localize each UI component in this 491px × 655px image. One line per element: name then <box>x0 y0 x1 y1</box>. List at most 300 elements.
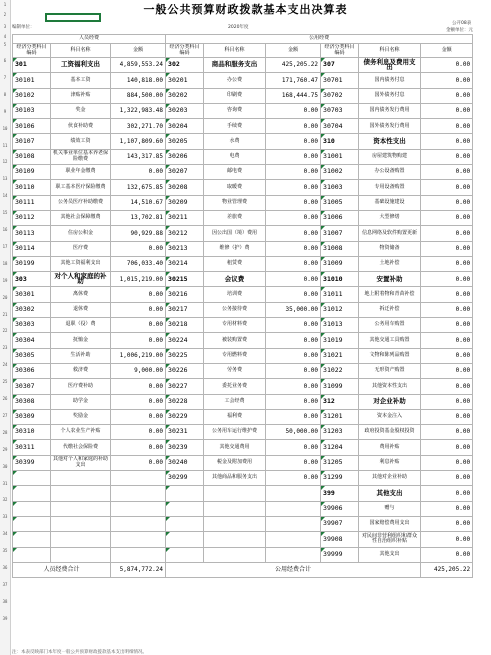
amount-cell[interactable]: 0.00 <box>421 532 473 547</box>
name-cell[interactable]: 被装购置费 <box>204 333 266 348</box>
amount-cell[interactable]: 0.00 <box>266 272 321 287</box>
code-cell[interactable] <box>166 501 204 516</box>
amount-cell[interactable]: 0.00 <box>421 379 473 394</box>
row-number[interactable]: 31 <box>2 480 8 486</box>
row-number[interactable]: 2 <box>3 12 7 17</box>
amount-cell[interactable]: 0.00 <box>111 409 166 424</box>
row-number[interactable]: 3 <box>3 24 7 29</box>
amount-cell[interactable]: 0.00 <box>111 379 166 394</box>
row-number[interactable]: 9 <box>3 108 7 114</box>
amount-cell[interactable]: 0.00 <box>421 73 473 88</box>
code-cell[interactable]: 30205 <box>166 134 204 149</box>
row-number[interactable]: 39 <box>2 615 8 621</box>
code-cell[interactable]: 31008 <box>321 241 359 256</box>
amount-cell[interactable]: 1,107,809.60 <box>111 134 166 149</box>
amount-cell[interactable] <box>111 471 166 486</box>
code-cell[interactable]: 30209 <box>166 195 204 210</box>
name-cell[interactable]: 物资储备 <box>359 241 421 256</box>
amount-cell[interactable]: 0.00 <box>111 333 166 348</box>
amount-cell[interactable]: 0.00 <box>111 394 166 409</box>
amount-cell[interactable]: 0.00 <box>421 302 473 317</box>
row-number[interactable]: 14 <box>2 193 8 199</box>
name-cell[interactable]: 国外债务付息 <box>359 88 421 103</box>
code-cell[interactable]: 30114 <box>13 241 51 256</box>
code-cell[interactable]: 30240 <box>166 455 204 470</box>
name-cell[interactable]: 奖金 <box>51 103 111 118</box>
name-cell[interactable]: 工资福利支出 <box>51 58 111 73</box>
code-cell[interactable]: 31201 <box>321 409 359 424</box>
code-cell[interactable]: 31022 <box>321 363 359 378</box>
code-cell[interactable]: 30203 <box>166 103 204 118</box>
row-number[interactable]: 13 <box>2 176 8 182</box>
code-cell[interactable] <box>13 471 51 486</box>
name-cell[interactable]: 福利费 <box>204 409 266 424</box>
name-cell[interactable]: 其他对企业补助 <box>359 471 421 486</box>
name-cell[interactable]: 大型修缮 <box>359 210 421 225</box>
name-cell[interactable]: 医疗费 <box>51 241 111 256</box>
code-cell[interactable]: 30211 <box>166 210 204 225</box>
code-cell[interactable]: 30103 <box>13 103 51 118</box>
amount-cell[interactable]: 0.00 <box>266 149 321 164</box>
row-number[interactable]: 33 <box>2 514 8 520</box>
name-cell[interactable]: 代缴社会保险费 <box>51 440 111 455</box>
amount-cell[interactable]: 0.00 <box>421 210 473 225</box>
name-cell[interactable] <box>51 486 111 501</box>
name-cell[interactable]: 其他支出 <box>359 486 421 501</box>
name-cell[interactable] <box>51 547 111 562</box>
code-cell[interactable]: 31003 <box>321 180 359 195</box>
name-cell[interactable] <box>51 516 111 531</box>
code-cell[interactable]: 30306 <box>13 363 51 378</box>
code-cell[interactable]: 30202 <box>166 88 204 103</box>
code-cell[interactable]: 307 <box>321 58 359 73</box>
code-cell[interactable]: 30701 <box>321 73 359 88</box>
amount-cell[interactable] <box>266 532 321 547</box>
code-cell[interactable]: 30215 <box>166 272 204 287</box>
code-cell[interactable]: 30308 <box>13 394 51 409</box>
row-number[interactable]: 19 <box>2 277 8 283</box>
amount-cell[interactable]: 0.00 <box>111 455 166 470</box>
amount-cell[interactable]: 0.00 <box>266 226 321 241</box>
amount-cell[interactable] <box>266 486 321 501</box>
name-cell[interactable]: 基本工资 <box>51 73 111 88</box>
name-cell[interactable]: 机关事业单位基本养老保险缴费 <box>51 149 111 164</box>
name-cell[interactable]: 电费 <box>204 149 266 164</box>
amount-cell[interactable]: 143,317.85 <box>111 149 166 164</box>
amount-cell[interactable]: 425,205.22 <box>266 58 321 73</box>
name-cell[interactable]: 物业管理费 <box>204 195 266 210</box>
amount-cell[interactable]: 0.00 <box>266 455 321 470</box>
row-number[interactable]: 26 <box>2 396 8 401</box>
amount-cell[interactable] <box>111 486 166 501</box>
name-cell[interactable]: 退职（役）费 <box>51 318 111 333</box>
amount-cell[interactable]: 168,444.75 <box>266 88 321 103</box>
name-cell[interactable]: 劳务费 <box>204 363 266 378</box>
name-cell[interactable]: 手续费 <box>204 119 266 134</box>
code-cell[interactable]: 31021 <box>321 348 359 363</box>
amount-cell[interactable] <box>111 516 166 531</box>
amount-cell[interactable]: 0.00 <box>421 348 473 363</box>
code-cell[interactable]: 30212 <box>166 226 204 241</box>
amount-cell[interactable]: 0.00 <box>421 501 473 516</box>
code-cell[interactable]: 31002 <box>321 165 359 180</box>
amount-cell[interactable]: 0.00 <box>421 455 473 470</box>
name-cell[interactable] <box>51 532 111 547</box>
row-number[interactable]: 11 <box>2 142 8 148</box>
name-cell[interactable]: 救济费 <box>51 363 111 378</box>
name-cell[interactable]: 咨询费 <box>204 103 266 118</box>
code-cell[interactable]: 30106 <box>13 119 51 134</box>
amount-cell[interactable]: 9,000.00 <box>111 363 166 378</box>
code-cell[interactable]: 30305 <box>13 348 51 363</box>
amount-cell[interactable]: 0.00 <box>266 440 321 455</box>
amount-cell[interactable]: 90,929.88 <box>111 226 166 241</box>
row-number[interactable]: 37 <box>2 581 8 587</box>
name-cell[interactable]: 税金及附加费用 <box>204 455 266 470</box>
code-cell[interactable]: 30301 <box>13 287 51 302</box>
code-cell[interactable]: 39907 <box>321 516 359 531</box>
name-cell[interactable]: 租赁费 <box>204 256 266 271</box>
code-cell[interactable] <box>166 547 204 562</box>
name-cell[interactable]: 国家赔偿费用支出 <box>359 516 421 531</box>
amount-cell[interactable]: 0.00 <box>266 333 321 348</box>
row-number[interactable]: 25 <box>2 379 8 385</box>
name-cell[interactable]: 拆迁补偿 <box>359 302 421 317</box>
amount-cell[interactable]: 35,000.00 <box>266 302 321 317</box>
name-cell[interactable]: 其他商品和服务支出 <box>204 471 266 486</box>
name-cell[interactable]: 维修（护）费 <box>204 241 266 256</box>
row-number[interactable]: 32 <box>2 497 8 503</box>
name-cell[interactable]: 专用设备购置 <box>359 180 421 195</box>
amount-cell[interactable]: 0.00 <box>111 302 166 317</box>
code-cell[interactable]: 30109 <box>13 165 51 180</box>
name-cell[interactable]: 费用补贴 <box>359 440 421 455</box>
row-number[interactable]: 17 <box>2 243 8 249</box>
code-cell[interactable] <box>13 516 51 531</box>
code-cell[interactable]: 30101 <box>13 73 51 88</box>
row-number[interactable]: 38 <box>2 598 8 604</box>
amount-cell[interactable]: 0.00 <box>421 363 473 378</box>
code-cell[interactable]: 30224 <box>166 333 204 348</box>
row-number[interactable]: 6 <box>3 58 7 63</box>
name-cell[interactable]: 其他工资福利支出 <box>51 256 111 271</box>
code-cell[interactable]: 30304 <box>13 333 51 348</box>
amount-cell[interactable]: 0.00 <box>266 287 321 302</box>
name-cell[interactable]: 安置补助 <box>359 272 421 287</box>
amount-cell[interactable]: 0.00 <box>421 241 473 256</box>
code-cell[interactable]: 30214 <box>166 256 204 271</box>
name-cell[interactable]: 对企业补助 <box>359 394 421 409</box>
code-cell[interactable] <box>166 486 204 501</box>
name-cell[interactable] <box>204 501 266 516</box>
code-cell[interactable]: 30201 <box>166 73 204 88</box>
code-cell[interactable]: 39908 <box>321 532 359 547</box>
row-number[interactable]: 16 <box>2 227 8 232</box>
row-number[interactable]: 28 <box>2 429 8 435</box>
code-cell[interactable]: 30113 <box>13 226 51 241</box>
row-number[interactable]: 27 <box>2 412 8 418</box>
code-cell[interactable]: 310 <box>321 134 359 149</box>
code-cell[interactable]: 30111 <box>13 195 51 210</box>
amount-cell[interactable]: 0.00 <box>111 440 166 455</box>
name-cell[interactable]: 专用材料费 <box>204 318 266 333</box>
code-cell[interactable]: 30208 <box>166 180 204 195</box>
amount-cell[interactable]: 50,000.00 <box>266 425 321 440</box>
amount-cell[interactable]: 140,818.00 <box>111 73 166 88</box>
code-cell[interactable]: 30311 <box>13 440 51 455</box>
code-cell[interactable]: 31011 <box>321 287 359 302</box>
row-number[interactable]: 36 <box>2 565 8 570</box>
amount-cell[interactable]: 0.00 <box>421 226 473 241</box>
row-number[interactable]: 35 <box>2 548 8 554</box>
row-number[interactable]: 8 <box>3 91 7 97</box>
amount-cell[interactable]: 0.00 <box>421 409 473 424</box>
code-cell[interactable]: 30310 <box>13 425 51 440</box>
code-cell[interactable] <box>166 516 204 531</box>
code-cell[interactable]: 31099 <box>321 379 359 394</box>
code-cell[interactable]: 31019 <box>321 333 359 348</box>
amount-cell[interactable]: 0.00 <box>421 516 473 531</box>
code-cell[interactable]: 30227 <box>166 379 204 394</box>
code-cell[interactable]: 30226 <box>166 363 204 378</box>
amount-cell[interactable]: 0.00 <box>111 165 166 180</box>
name-cell[interactable]: 其他资本性支出 <box>359 379 421 394</box>
amount-cell[interactable] <box>266 501 321 516</box>
amount-cell[interactable]: 0.00 <box>111 287 166 302</box>
code-cell[interactable]: 31009 <box>321 256 359 271</box>
name-cell[interactable]: 其他支出 <box>359 547 421 562</box>
name-cell[interactable]: 土地补偿 <box>359 256 421 271</box>
name-cell[interactable]: 政府投资基金股权投资 <box>359 425 421 440</box>
row-number[interactable]: 34 <box>2 531 8 537</box>
amount-cell[interactable]: 884,500.00 <box>111 88 166 103</box>
code-cell[interactable]: 31007 <box>321 226 359 241</box>
amount-cell[interactable]: 0.00 <box>266 363 321 378</box>
row-number[interactable]: 15 <box>2 210 8 216</box>
row-number[interactable]: 7 <box>3 74 7 80</box>
name-cell[interactable]: 商品和服务支出 <box>204 58 266 73</box>
amount-cell[interactable] <box>111 501 166 516</box>
amount-cell[interactable]: 0.00 <box>421 256 473 271</box>
code-cell[interactable]: 30206 <box>166 149 204 164</box>
code-cell[interactable]: 30110 <box>13 180 51 195</box>
amount-cell[interactable]: 706,033.40 <box>111 256 166 271</box>
code-cell[interactable]: 30217 <box>166 302 204 317</box>
name-cell[interactable]: 培训费 <box>204 287 266 302</box>
amount-cell[interactable]: 0.00 <box>421 58 473 73</box>
code-cell[interactable]: 30228 <box>166 394 204 409</box>
amount-cell[interactable]: 14,510.67 <box>111 195 166 210</box>
code-cell[interactable]: 30302 <box>13 302 51 317</box>
amount-cell[interactable] <box>266 516 321 531</box>
code-cell[interactable]: 30199 <box>13 256 51 271</box>
code-cell[interactable]: 312 <box>321 394 359 409</box>
amount-cell[interactable]: 0.00 <box>421 440 473 455</box>
amount-cell[interactable]: 0.00 <box>421 195 473 210</box>
code-cell[interactable]: 30108 <box>13 149 51 164</box>
name-cell[interactable]: 无形资产购置 <box>359 363 421 378</box>
code-cell[interactable]: 30102 <box>13 88 51 103</box>
name-cell[interactable]: 资本性支出 <box>359 134 421 149</box>
code-cell[interactable]: 30229 <box>166 409 204 424</box>
amount-cell[interactable]: 0.00 <box>266 348 321 363</box>
name-cell[interactable]: 印刷费 <box>204 88 266 103</box>
row-number[interactable]: 29 <box>2 446 8 452</box>
name-cell[interactable]: 公务员医疗补助缴费 <box>51 195 111 210</box>
amount-cell[interactable]: 0.00 <box>421 471 473 486</box>
name-cell[interactable]: 公务用车购置 <box>359 318 421 333</box>
code-cell[interactable]: 31203 <box>321 425 359 440</box>
name-cell[interactable]: 抚恤金 <box>51 333 111 348</box>
name-cell[interactable]: 办公设备购置 <box>359 165 421 180</box>
amount-cell[interactable]: 0.00 <box>421 165 473 180</box>
amount-cell[interactable]: 0.00 <box>421 88 473 103</box>
name-cell[interactable]: 国外债务发行费用 <box>359 119 421 134</box>
amount-cell[interactable]: 0.00 <box>421 119 473 134</box>
code-cell[interactable]: 30107 <box>13 134 51 149</box>
code-cell[interactable] <box>13 547 51 562</box>
code-cell[interactable]: 30112 <box>13 210 51 225</box>
code-cell[interactable]: 31001 <box>321 149 359 164</box>
amount-cell[interactable]: 0.00 <box>266 394 321 409</box>
name-cell[interactable]: 赠与 <box>359 501 421 516</box>
name-cell[interactable]: 公务接待费 <box>204 302 266 317</box>
amount-cell[interactable]: 0.00 <box>266 318 321 333</box>
amount-cell[interactable]: 0.00 <box>421 103 473 118</box>
code-cell[interactable] <box>13 532 51 547</box>
code-cell[interactable]: 30216 <box>166 287 204 302</box>
amount-cell[interactable]: 0.00 <box>266 256 321 271</box>
name-cell[interactable]: 水费 <box>204 134 266 149</box>
row-number[interactable]: 5 <box>3 42 7 47</box>
code-cell[interactable]: 30207 <box>166 165 204 180</box>
amount-cell[interactable] <box>111 532 166 547</box>
code-cell[interactable]: 30307 <box>13 379 51 394</box>
name-cell[interactable]: 个人农业生产补贴 <box>51 425 111 440</box>
amount-cell[interactable]: 0.00 <box>266 241 321 256</box>
name-cell[interactable] <box>204 486 266 501</box>
amount-cell[interactable]: 0.00 <box>266 165 321 180</box>
row-number[interactable]: 24 <box>2 362 8 368</box>
name-cell[interactable]: 其他对个人和家庭的补助支出 <box>51 455 111 470</box>
code-cell[interactable]: 30225 <box>166 348 204 363</box>
row-number[interactable]: 10 <box>2 125 8 131</box>
name-cell[interactable] <box>51 501 111 516</box>
row-number[interactable]: 4 <box>3 34 7 39</box>
name-cell[interactable]: 债务利息及费用支出 <box>359 58 421 73</box>
name-cell[interactable]: 助学金 <box>51 394 111 409</box>
name-cell[interactable]: 因公出国（境）费用 <box>204 226 266 241</box>
name-cell[interactable] <box>204 532 266 547</box>
amount-cell[interactable]: 171,760.47 <box>266 73 321 88</box>
amount-cell[interactable]: 1,015,219.00 <box>111 272 166 287</box>
name-cell[interactable]: 差旅费 <box>204 210 266 225</box>
name-cell[interactable]: 住房公积金 <box>51 226 111 241</box>
name-cell[interactable]: 其他社会保障缴费 <box>51 210 111 225</box>
amount-cell[interactable]: 1,322,983.48 <box>111 103 166 118</box>
name-cell[interactable]: 津贴补贴 <box>51 88 111 103</box>
amount-cell[interactable]: 0.00 <box>266 210 321 225</box>
name-cell[interactable]: 伙食补助费 <box>51 119 111 134</box>
name-cell[interactable]: 医疗费补助 <box>51 379 111 394</box>
name-cell[interactable]: 信息网络及软件购置更新 <box>359 226 421 241</box>
code-cell[interactable]: 39999 <box>321 547 359 562</box>
amount-cell[interactable]: 13,702.81 <box>111 210 166 225</box>
code-cell[interactable]: 31205 <box>321 455 359 470</box>
amount-cell[interactable]: 0.00 <box>421 486 473 501</box>
code-cell[interactable]: 30204 <box>166 119 204 134</box>
code-cell[interactable]: 30702 <box>321 88 359 103</box>
amount-cell[interactable]: 0.00 <box>421 547 473 562</box>
code-cell[interactable]: 31005 <box>321 195 359 210</box>
amount-cell[interactable]: 132,675.85 <box>111 180 166 195</box>
name-cell[interactable]: 离休费 <box>51 287 111 302</box>
code-cell[interactable]: 30399 <box>13 455 51 470</box>
amount-cell[interactable]: 0.00 <box>266 180 321 195</box>
amount-cell[interactable]: 0.00 <box>421 149 473 164</box>
name-cell[interactable]: 退休费 <box>51 302 111 317</box>
code-cell[interactable]: 30703 <box>321 103 359 118</box>
code-cell[interactable]: 31299 <box>321 471 359 486</box>
amount-cell[interactable]: 0.00 <box>421 425 473 440</box>
amount-cell[interactable] <box>111 547 166 562</box>
code-cell[interactable]: 30231 <box>166 425 204 440</box>
amount-cell[interactable]: 0.00 <box>421 333 473 348</box>
name-cell[interactable]: 资本金注入 <box>359 409 421 424</box>
amount-cell[interactable]: 0.00 <box>111 425 166 440</box>
code-cell[interactable] <box>13 501 51 516</box>
name-cell[interactable]: 邮电费 <box>204 165 266 180</box>
name-cell[interactable]: 职业年金缴费 <box>51 165 111 180</box>
code-cell[interactable]: 31013 <box>321 318 359 333</box>
name-cell[interactable]: 利息补贴 <box>359 455 421 470</box>
amount-cell[interactable]: 4,859,553.24 <box>111 58 166 73</box>
code-cell[interactable]: 31012 <box>321 302 359 317</box>
code-cell[interactable]: 30218 <box>166 318 204 333</box>
name-cell[interactable]: 公务用车运行维护费 <box>204 425 266 440</box>
code-cell[interactable]: 30239 <box>166 440 204 455</box>
code-cell[interactable]: 302 <box>166 58 204 73</box>
code-cell[interactable]: 30299 <box>166 471 204 486</box>
amount-cell[interactable]: 0.00 <box>421 287 473 302</box>
name-cell[interactable]: 绩效工资 <box>51 134 111 149</box>
name-cell[interactable]: 地上附着物和青苗补偿 <box>359 287 421 302</box>
row-number[interactable]: 23 <box>2 345 8 351</box>
amount-cell[interactable]: 1,006,219.00 <box>111 348 166 363</box>
code-cell[interactable]: 39906 <box>321 501 359 516</box>
name-cell[interactable]: 委托业务费 <box>204 379 266 394</box>
row-number[interactable]: 20 <box>2 294 8 300</box>
code-cell[interactable]: 31010 <box>321 272 359 287</box>
code-cell[interactable]: 31204 <box>321 440 359 455</box>
name-cell[interactable] <box>204 516 266 531</box>
name-cell[interactable]: 房屋建筑物购建 <box>359 149 421 164</box>
row-number[interactable]: 1 <box>3 2 7 7</box>
amount-cell[interactable]: 0.00 <box>266 134 321 149</box>
code-cell[interactable]: 399 <box>321 486 359 501</box>
code-cell[interactable]: 30309 <box>13 409 51 424</box>
name-cell[interactable]: 奖励金 <box>51 409 111 424</box>
amount-cell[interactable]: 0.00 <box>266 471 321 486</box>
amount-cell[interactable]: 0.00 <box>266 379 321 394</box>
name-cell[interactable]: 基础设施建设 <box>359 195 421 210</box>
name-cell[interactable]: 专用燃料费 <box>204 348 266 363</box>
name-cell[interactable]: 对民间非营利组织和群众性自治组织补贴 <box>359 532 421 547</box>
amount-cell[interactable]: 0.00 <box>421 134 473 149</box>
name-cell[interactable]: 国内债务发行费用 <box>359 103 421 118</box>
amount-cell[interactable]: 0.00 <box>421 272 473 287</box>
amount-cell[interactable] <box>266 547 321 562</box>
